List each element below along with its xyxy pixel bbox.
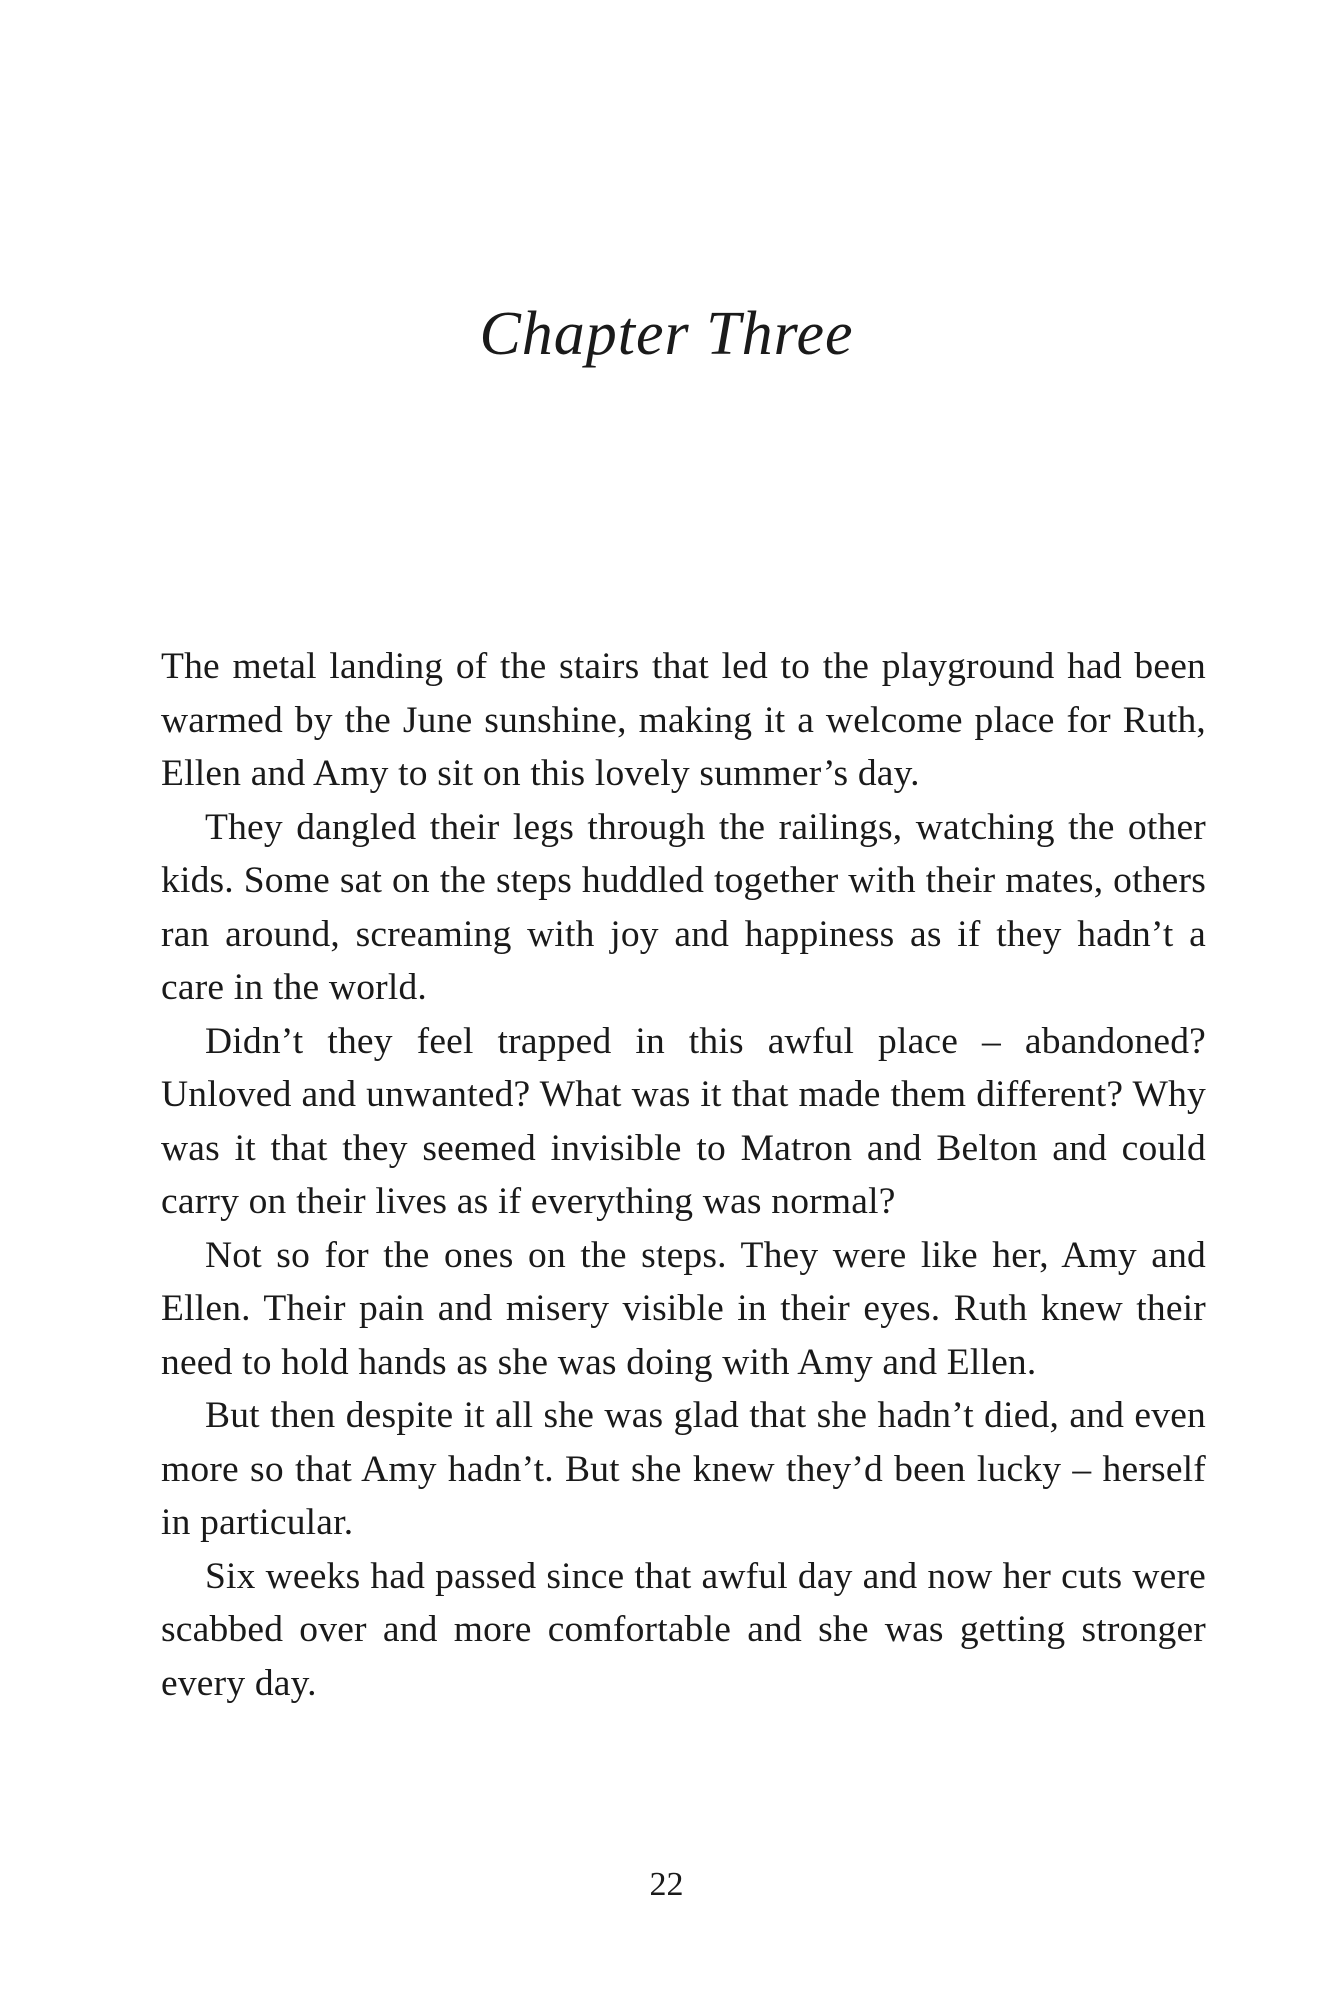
paragraph-3: Didn’t they feel trapped in this awful place – abandoned? Unloved and unwanted? What was it that made them different? Why was it that they seemed invisible to Matron and Belton and could carry on their lives as if everything was normal? — [161, 1020, 1206, 1222]
paragraph-1: The metal landing of the stairs that led to the playground had been warmed by the June sunshine, making it a welcome place for Ruth, Ellen and Amy to sit on this lovely summer’s day. — [161, 646, 1206, 794]
body-text — [161, 640, 1206, 1710]
paragraph-2: They dangled their legs through the railings, watching the other kids. Some sat on the steps huddled together with their mates, others ran around, screaming with joy and happiness as if they hadn’t a care in the world. — [161, 806, 1206, 1008]
chapter-title: Chapter Three — [479, 300, 854, 368]
page-number: 22 — [649, 1866, 684, 1903]
paragraph-6: Six weeks had passed since that awful day and now her cuts were scabbed over and more comfortable and she was getting stronger every day. — [161, 1555, 1206, 1704]
paragraph-5: But then despite it all she was glad that she hadn’t died, and even more so that Amy hadn’t. But she knew they’d been lucky – herself in particular. — [161, 1395, 1206, 1543]
paragraph-4: Not so for the ones on the steps. They were like her, Amy and Ellen. Their pain and misery visible in their eyes. Ruth knew their need to hold hands as she was doing with Amy and Ellen. — [161, 1234, 1206, 1383]
